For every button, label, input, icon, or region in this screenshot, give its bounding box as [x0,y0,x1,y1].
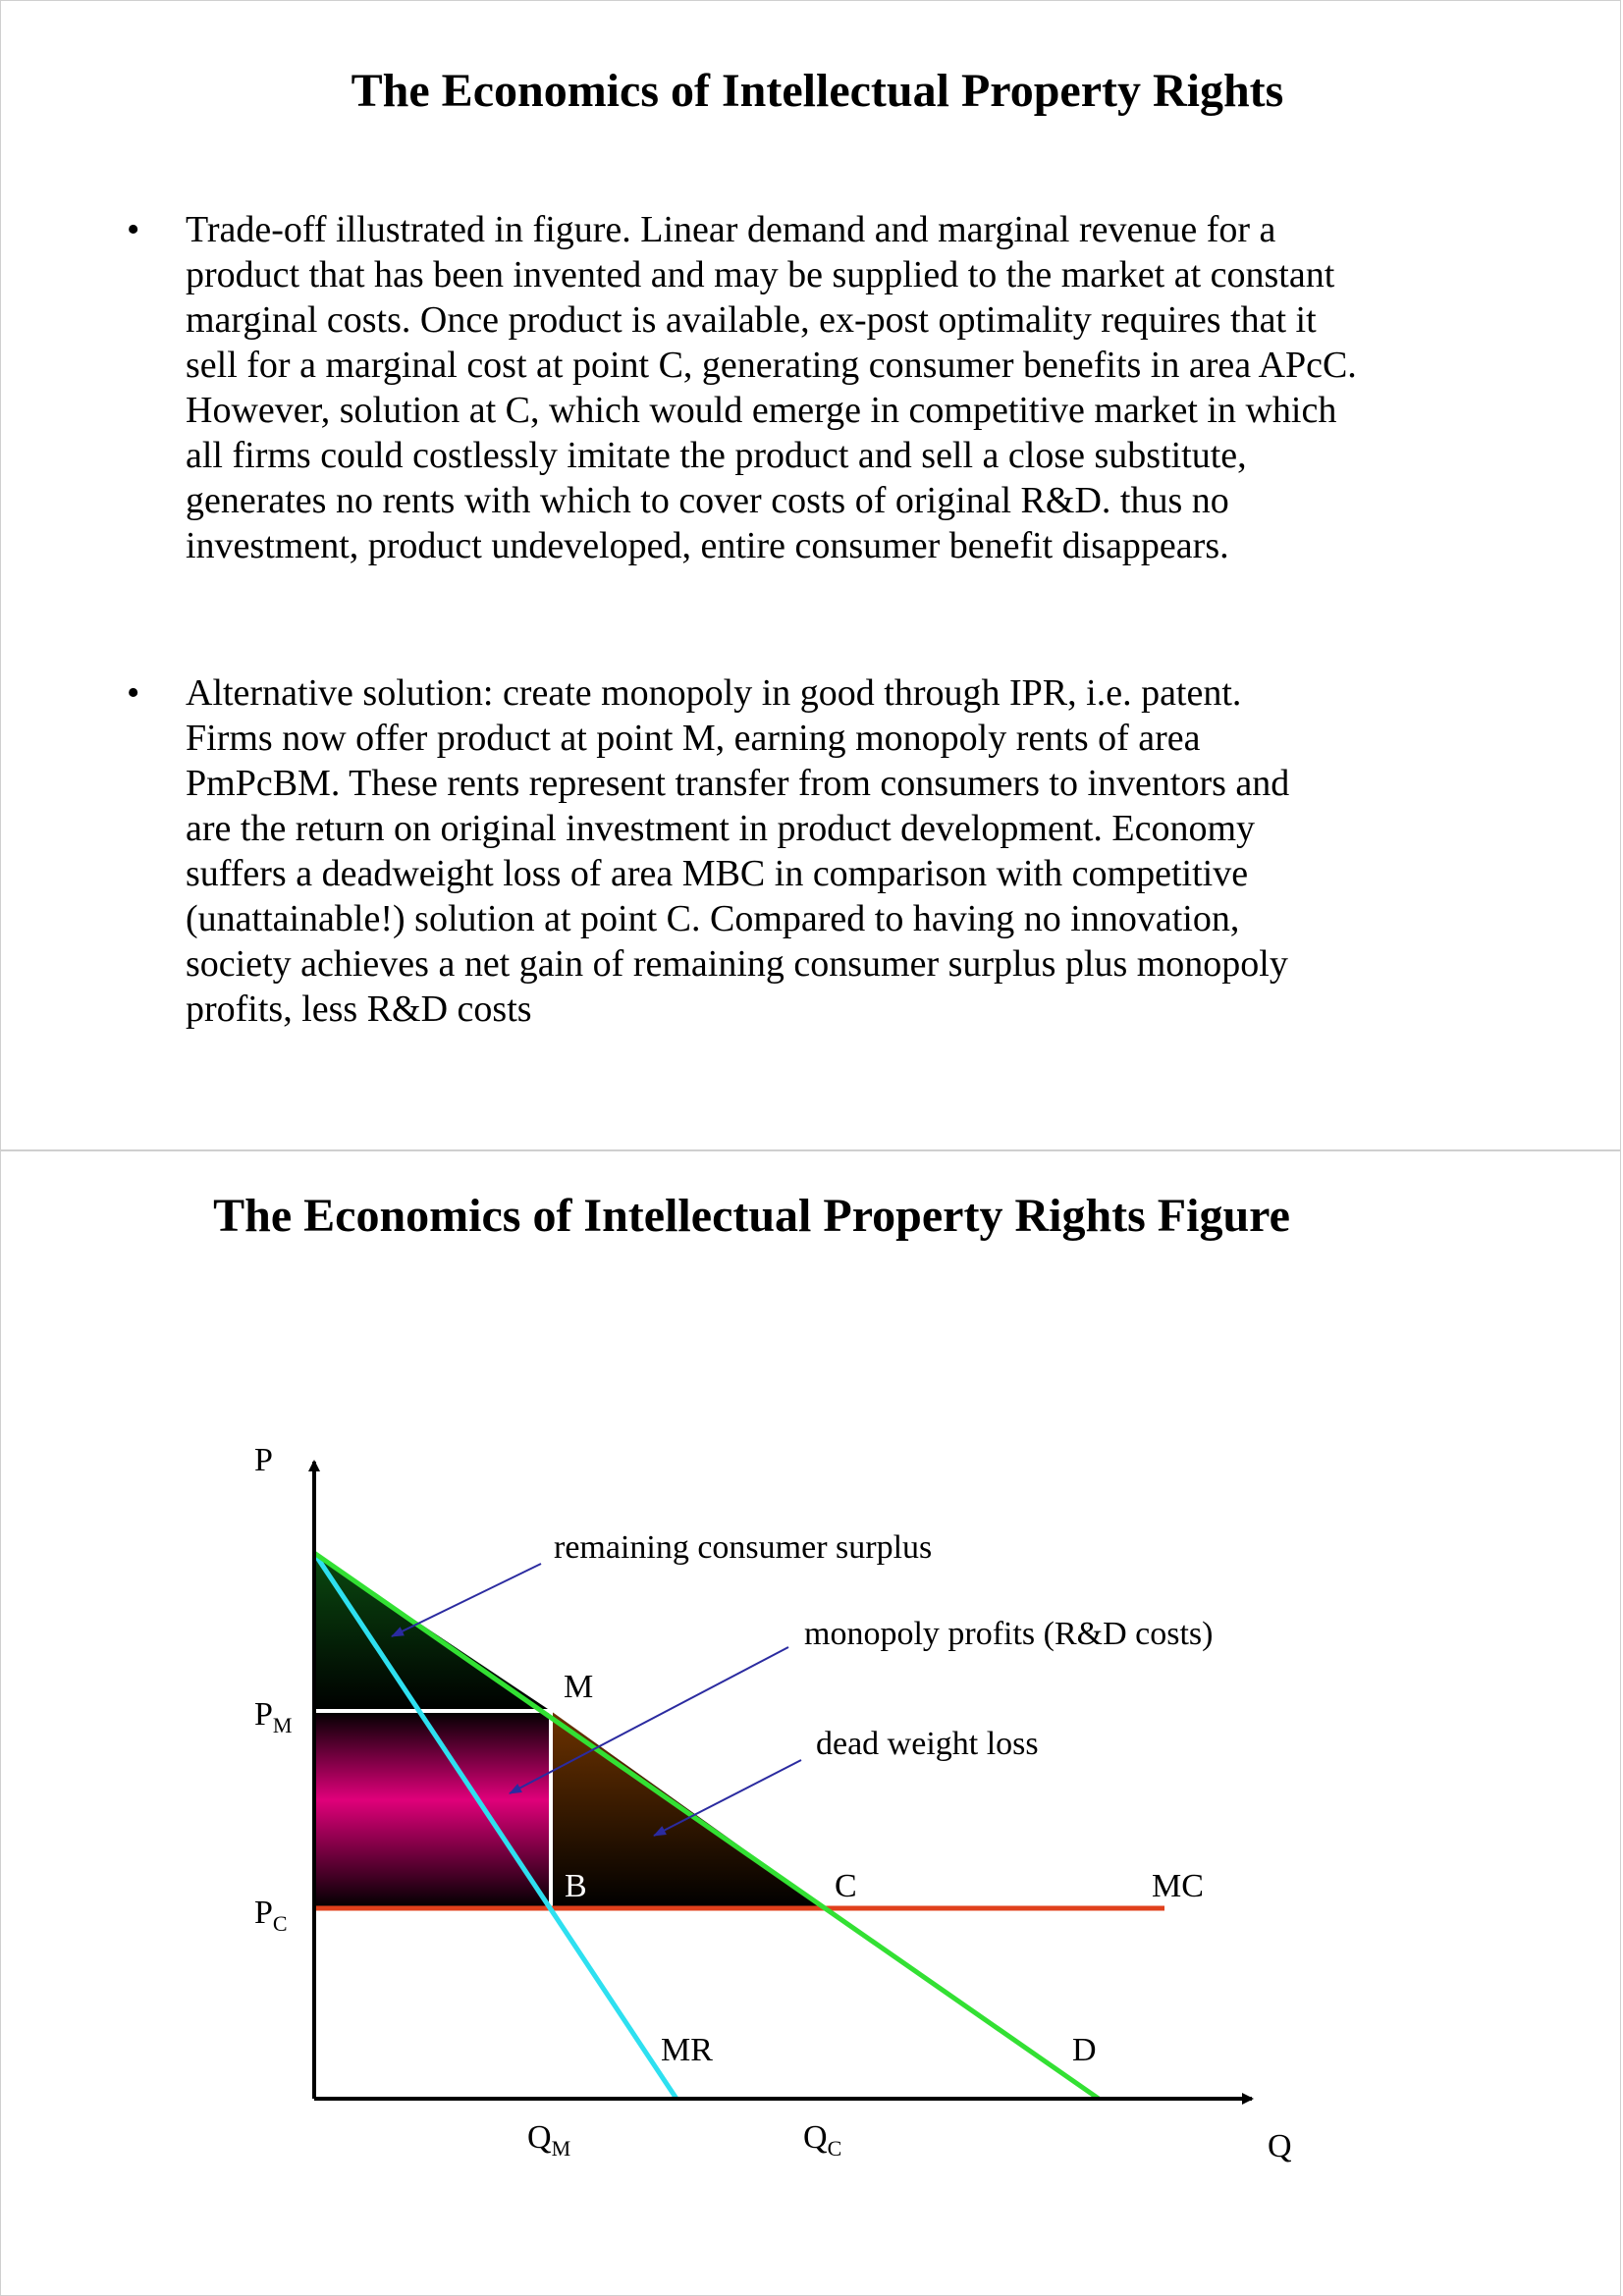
point-m-label: M [564,1669,594,1705]
point-c-label: C [835,1868,857,1904]
bullet-1-line-1: Trade-off illustrated in figure. Linear demand and marginal revenue for a [186,209,1276,250]
qc-label-sub: C [827,2136,842,2161]
qm-label [527,2119,570,2161]
mc-label: MC [1152,1868,1204,1904]
y-axis-label: P [254,1442,273,1478]
bullet-2-line-4: are the return on original investment in product development. Economy [186,808,1256,849]
bullet-1-line-7: generates no rents with which to cover costs of original R&D. thus no [186,480,1229,521]
point-b-label: B [565,1868,587,1904]
d-label: D [1072,2032,1097,2068]
bullet-1-line-3: marginal costs. Once product is available, ex-post optimality requires that it [186,299,1317,341]
dead-weight-loss-pointer [654,1760,801,1836]
qm-label-base: Q [527,2119,552,2156]
slide-2-title: The Economics of Intellectual Property Rights Figure [213,1190,1290,1242]
x-axis-label: Q [1268,2128,1292,2164]
pm-label-base: P [254,1696,273,1733]
slide-1-title: The Economics of Intellectual Property Rights [351,65,1284,117]
monopoly-profits-annotation: monopoly profits (R&D costs) [804,1616,1214,1652]
pc-label-sub: C [272,1911,288,1936]
bullet-dot: • [127,209,140,250]
bullet-2-line-8: profits, less R&D costs [186,988,532,1030]
bullet-2-line-7: society achieves a net gain of remaining consumer surplus plus monopoly [186,943,1288,985]
bullet-1-line-4: sell for a marginal cost at point C, generating consumer benefits in area APcC. [186,345,1357,386]
bullet-2-line-1: Alternative solution: create monopoly in good through IPR, i.e. patent. [186,672,1242,714]
mr-label: MR [661,2032,713,2068]
bullet-2-line-5: suffers a deadweight loss of area MBC in comparison with competitive [186,853,1249,894]
bullet-1-line-2: product that has been invented and may be supplied to the market at constant [186,254,1335,295]
slide-2 [0,1150,1621,2296]
bullet-1-line-8: investment, product undeveloped, entire consumer benefit disappears. [186,525,1229,566]
pm-label [254,1696,292,1737]
qc-label [803,2119,841,2161]
qm-label-sub: M [551,2136,571,2161]
bullet-2-text [186,670,1491,1032]
bullet-2-line-3: PmPcBM. These rents represent transfer from consumers to inventors and [186,763,1290,804]
bullet-1-line-6: all firms could costlessly imitate the product and sell a close substitute, [186,435,1247,476]
consumer-surplus-pointer [392,1564,541,1636]
bullet-1-text [186,207,1491,568]
bullet-2-line-2: Firms now offer product at point M, earning monopoly rents of area [186,718,1201,759]
bullet-1-line-5: However, solution at C, which would emerge in competitive market in which [186,390,1337,431]
qc-label-base: Q [803,2119,828,2156]
pc-label [254,1895,288,1936]
pc-label-base: P [254,1895,273,1931]
dead-weight-loss-annotation: dead weight loss [816,1726,1039,1762]
bullet-dot: • [127,672,140,714]
ipr-figure [1,1151,1622,2295]
consumer-surplus-annotation: remaining consumer surplus [554,1529,933,1566]
monopoly-profit-area [314,1711,551,1908]
pm-label-sub: M [272,1713,293,1737]
bullet-2-line-6: (unattainable!) solution at point C. Compared to having no innovation, [186,898,1240,939]
